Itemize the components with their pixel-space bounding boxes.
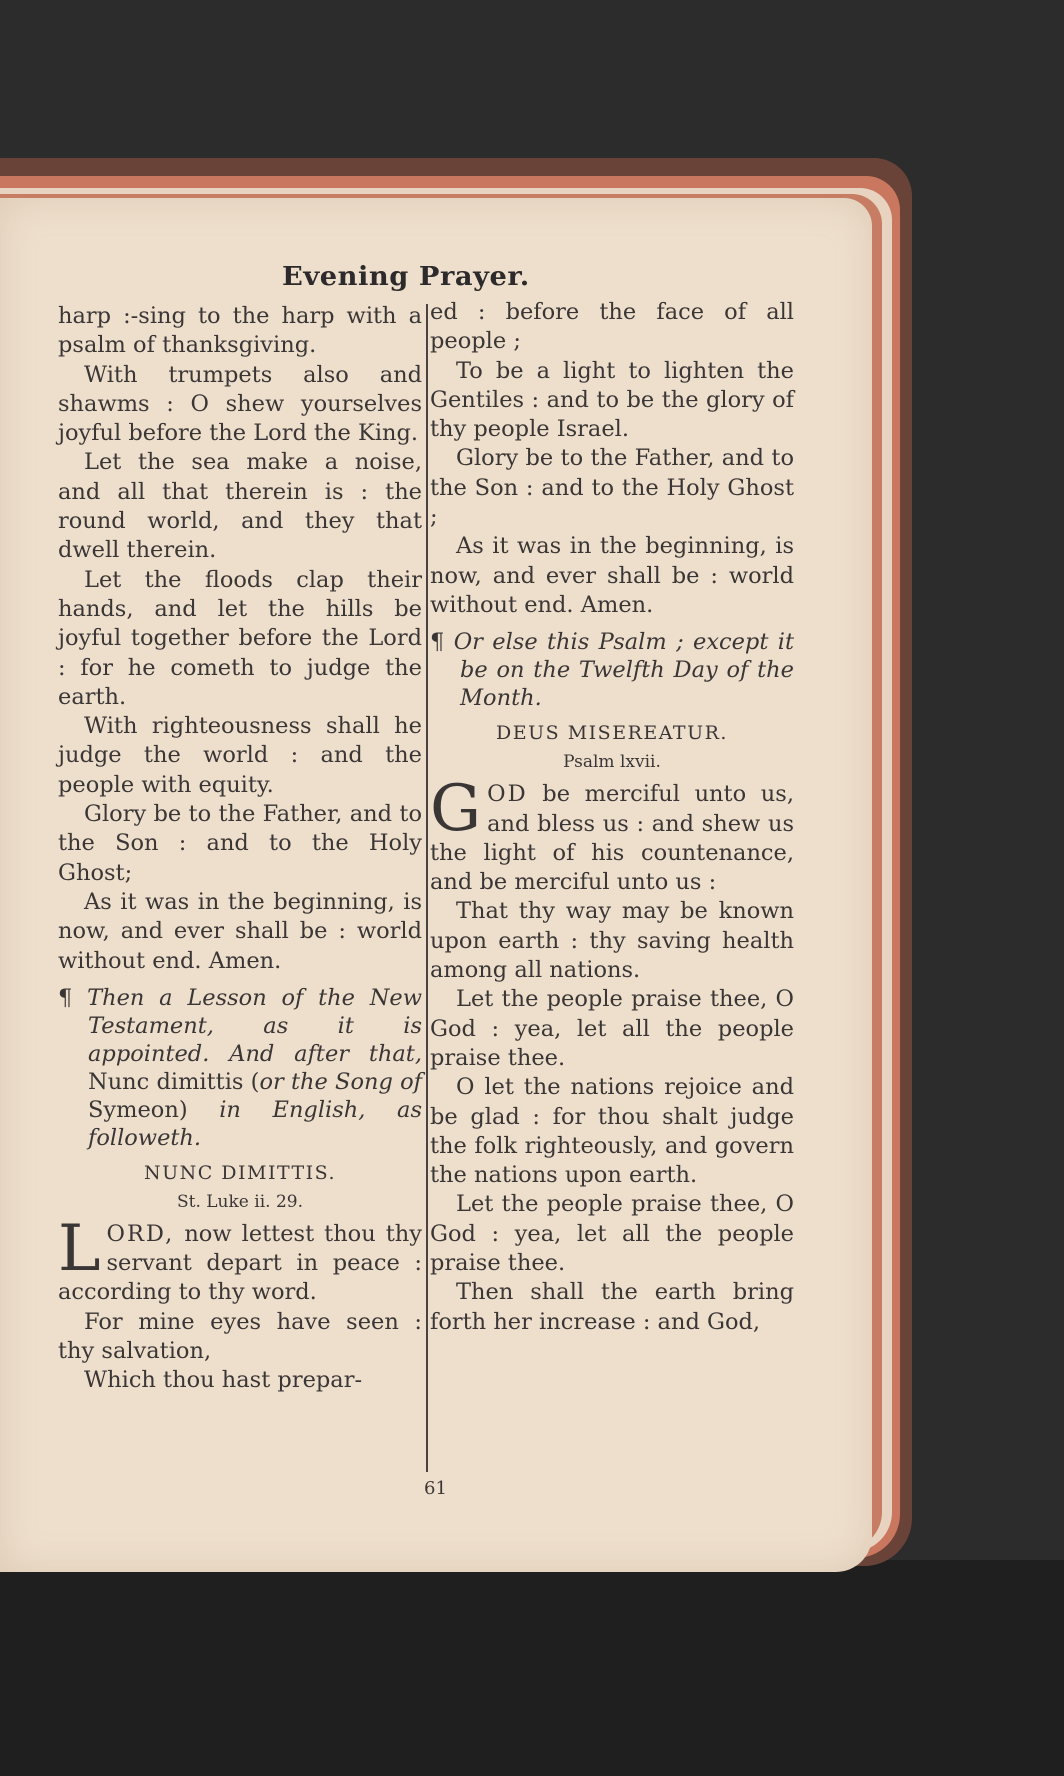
paragraph: Glory be to the Father, and to the Son : and to the Holy Ghost ; — [430, 445, 794, 531]
verse: That thy way may be known upon earth : thy saving health among all nations. — [430, 898, 794, 984]
paragraph: As it was in the beginning, is now, and ever shall be : world without end. Amen. — [430, 533, 794, 618]
verse: For mine eyes have seen : thy salvation, — [58, 1308, 422, 1365]
table-surface — [0, 1560, 1064, 1776]
paragraph: To be a light to lighten the Gentiles : and to be the glory of thy people Israel. — [430, 357, 794, 443]
paragraph: Let the floods clap their hands, and let the hills be joyful together before the Lord : for he cometh to judge the earth. — [58, 566, 422, 710]
verse: Let the people praise thee, O God : yea, let all the people praise thee. — [430, 1191, 794, 1277]
verse: Let the people praise thee, O God : yea, let all the people praise thee. — [430, 986, 794, 1071]
verse: O let the nations rejoice and be glad : for thou shalt judge the folk righteously, and govern the nations upon earth. — [430, 1074, 794, 1189]
pilcrow-icon: ¶ — [430, 629, 445, 656]
drop-cap: G — [430, 780, 482, 847]
paragraph: With trumpets also and shawms : O shew yourselves joyful before the Lord the King. — [58, 361, 422, 447]
paragraph: harp :-sing to the harp with a psalm of thanksgiving. — [58, 303, 422, 359]
right-column — [428, 298, 794, 1337]
pilcrow-icon: ¶ — [58, 984, 73, 1011]
verse: Which thou hast prepar- — [84, 1367, 363, 1394]
paragraph: Let the sea make a noise, and all that therein is : the round world, and they that dwell therein. — [58, 449, 422, 564]
canticle-title: NUNC DIMITTIS. — [143, 1161, 337, 1184]
left-column — [58, 302, 422, 1396]
canticle-opening: LORD, now lettest thou thy servant depart in peace : according to thy word. — [58, 1219, 422, 1306]
canticle-opening: GOD be merciful unto us, and bless us : and shew us the light of his countenance, and be merciful unto us : — [430, 780, 794, 896]
paragraph: Glory be to the Father, and to the Son : and to the Holy Ghost; — [58, 801, 422, 886]
rubric: ¶ Then a Lesson of the New Testament, as it is appointed. And after that, Nunc dimittis (or the Song of Symeon) in English, as followeth. — [58, 984, 422, 1151]
canticle-reference: Psalm lxvii. — [563, 752, 661, 773]
paragraph: ed : before the face of all people ; — [430, 299, 794, 355]
rubric: ¶ Or else this Psalm ; except it be on the Twelfth Day of the Month. — [430, 629, 794, 712]
paragraph: With righteousness shall he judge the world : and the people with equity. — [58, 713, 422, 798]
canticle-reference: St. Luke ii. 29. — [176, 1191, 303, 1212]
page-number: 61 — [424, 1478, 447, 1499]
running-head: Evening Prayer. — [282, 262, 530, 292]
paragraph: As it was in the beginning, is now, and ever shall be : world without end. Amen. — [58, 888, 422, 974]
drop-cap: L — [58, 1219, 101, 1286]
verse: Then shall the earth bring forth her increase : and God, — [430, 1279, 794, 1335]
canticle-title: DEUS MISEREATUR. — [496, 722, 728, 745]
